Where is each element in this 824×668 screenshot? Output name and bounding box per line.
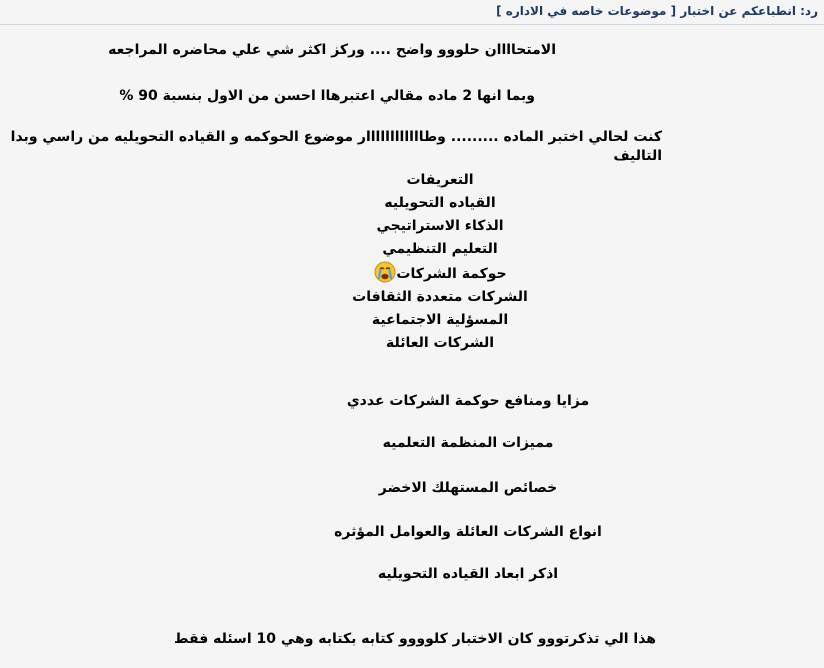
topic-item-with-emoji — [290, 261, 590, 286]
crying-face-icon — [374, 261, 396, 283]
question-item: مميزات المنظمة التعلميه — [382, 435, 554, 451]
paragraph-2: وبما انها 2 ماده مقالي اعتبرهاا احسن من الاول بنسبة 90 % — [119, 88, 535, 104]
question-item: خصائص المستهلك الاخضر — [378, 480, 558, 496]
topic-text: حوكمة الشركات — [396, 266, 507, 282]
footer-paragraph: هذا الي تذكرتووو كان الاختبار كلوووو كتابه بكتابه وهي 10 اسئله فقط — [174, 631, 656, 647]
paragraph-1: الامتحاااان حلووو واضح .... وركز اكثر شي علي محاضره المراجعه — [108, 42, 556, 58]
topic-item: الذكاء الاستراتيجي — [376, 218, 504, 234]
paragraph-3: كنت لحالي اختبر الماده ......... وطاااااااااااار موضوع الحوكمه و القياده التحويليه من راسي وبدا التاليف — [10, 129, 662, 164]
topic-item: المسؤلية الاجتماعية — [371, 312, 509, 328]
post-title-link[interactable]: انطباعكم عن اختبار — [680, 4, 796, 18]
topic-item: التعليم التنظيمي — [382, 241, 498, 257]
topic-item: الشركات العائلة — [385, 335, 495, 351]
topic-item: القياده التحويليه — [384, 195, 496, 211]
post-title — [496, 4, 818, 18]
title-divider — [0, 24, 824, 25]
section-link[interactable]: [ موضوعات خاصه في الاداره ] — [496, 4, 677, 18]
topic-item: الشركات متعددة الثقافات — [352, 289, 528, 305]
question-item: اذكر ابعاد القياده التحويليه — [377, 566, 559, 582]
question-item: انواع الشركات العائلة والعوامل المؤثره — [334, 524, 602, 540]
reply-prefix: رد: — [800, 4, 818, 18]
question-item: مزايا ومنافع حوكمة الشركات عددي — [346, 393, 590, 409]
topic-item: التعريفات — [406, 172, 474, 188]
